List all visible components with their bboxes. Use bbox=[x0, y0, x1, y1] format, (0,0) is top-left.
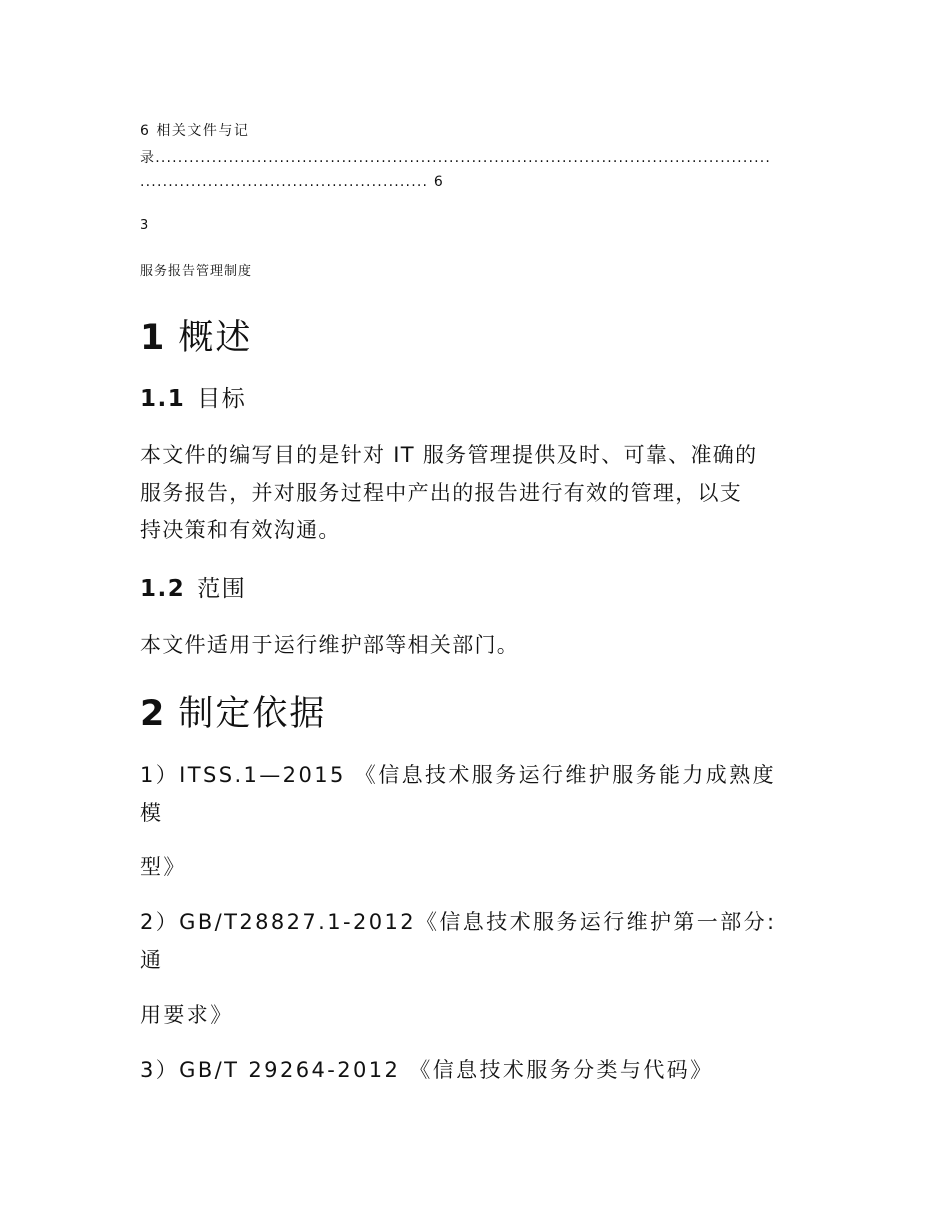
section-1-heading bbox=[140, 310, 252, 360]
subsection-1-1-number: 1.1 bbox=[140, 386, 186, 412]
page-number: 3 bbox=[140, 218, 150, 233]
toc-entry-6-wrap: 录 bbox=[140, 150, 156, 166]
section-1-title: 概述 bbox=[178, 318, 253, 358]
subsection-1-2-heading bbox=[140, 570, 246, 603]
toc-entry-6-leader-line1 bbox=[140, 147, 805, 167]
section-1-number: 1 bbox=[140, 318, 167, 358]
reference-1-line1: 1）ITSS.1—2015 《信息技术服务运行维护服务能力成熟度 bbox=[140, 763, 776, 787]
running-header: 服务报告管理制度 bbox=[140, 264, 253, 279]
section-2-number: 2 bbox=[140, 694, 167, 734]
subsection-1-1-title: 目标 bbox=[197, 386, 247, 412]
toc-entry-6-title[interactable]: 6 相关文件与记 bbox=[140, 123, 250, 139]
section-2-title: 制定依据 bbox=[178, 694, 327, 734]
toc-entry-6-leader-line2 bbox=[140, 174, 444, 190]
toc-leader-dots: ............................................................................................................. bbox=[155, 150, 772, 166]
reference-2-line1: 2）GB/T28827.1-2012《信息技术服务运行维护第一部分: bbox=[140, 910, 777, 934]
subsection-1-2-number: 1.2 bbox=[140, 576, 186, 602]
section-2-heading bbox=[140, 686, 326, 736]
subsection-1-2-title: 范围 bbox=[197, 576, 247, 602]
reference-1-line3: 型》 bbox=[140, 855, 187, 879]
toc-leader-dots: ................................................... bbox=[140, 174, 429, 190]
subsection-1-1-heading bbox=[140, 380, 246, 413]
reference-1-line2: 模 bbox=[140, 801, 164, 825]
reference-3-line1: 3）GB/T 29264-2012 《信息技术服务分类与代码》 bbox=[140, 1058, 714, 1082]
paragraph-line: 本文件适用于运行维护部等相关部门。 bbox=[140, 633, 520, 657]
paragraph-line: 服务报告，并对服务过程中产出的报告进行有效的管理，以支 bbox=[140, 481, 743, 505]
paragraph-line: 本文件的编写目的是针对 IT 服务管理提供及时、可靠、准确的 bbox=[140, 443, 758, 467]
toc-entry-6-page: 6 bbox=[433, 174, 444, 190]
reference-2-line3: 用要求》 bbox=[140, 1003, 234, 1027]
reference-2-line2: 通 bbox=[140, 948, 164, 972]
paragraph-line: 持决策和有效沟通。 bbox=[140, 518, 341, 542]
